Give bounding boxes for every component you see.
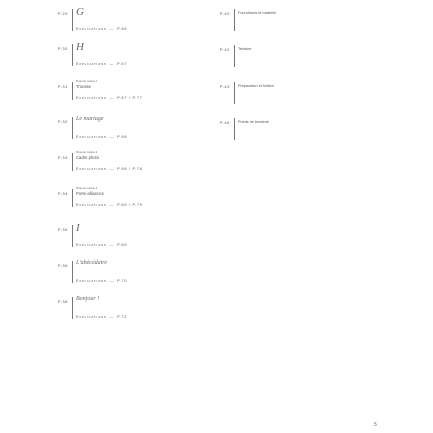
explanations-page: P.69 — [117, 243, 128, 247]
entry-page-number: P.33 — [57, 155, 68, 160]
explanations-label: Explications — [76, 203, 107, 207]
entry-title: Cadre photo — [76, 155, 100, 160]
explanations-dash: — — [109, 315, 115, 319]
entry-divider-bar — [72, 9, 73, 31]
entry-page-number: P.29 — [57, 11, 68, 16]
entry-title: G — [76, 6, 84, 18]
explanations-dash: — — [109, 96, 115, 100]
explanations-label: Explications — [76, 315, 107, 319]
entry-divider-bar — [72, 225, 73, 247]
entry-page-number: P.36 — [57, 263, 68, 268]
entry-page-number: P.38 — [57, 299, 68, 304]
explanations-page: P.68 — [117, 135, 128, 139]
entry-title: Points de broderie — [238, 120, 269, 124]
explanations-label: Explications — [76, 27, 107, 31]
entry-page-number: P.46 — [219, 120, 230, 125]
entry-explanations-ref — [76, 243, 127, 247]
entry-explanations-ref — [76, 62, 127, 66]
entry-page-number: P.34 — [57, 191, 68, 196]
entry-explanations-ref — [76, 315, 127, 319]
entry-divider-bar — [72, 297, 73, 319]
explanations-page: P.67 / P.77 — [117, 96, 143, 100]
entry-kicker: Projet de couture 1 — [76, 80, 98, 83]
explanations-dash: — — [109, 203, 115, 207]
explanations-label: Explications — [76, 243, 107, 247]
explanations-dash: — — [109, 167, 115, 171]
entry-title: Le mariage — [76, 116, 104, 122]
entry-divider-bar — [72, 189, 73, 207]
entry-kicker: Projet de couture 2 — [76, 151, 98, 154]
entry-divider-bar — [72, 117, 73, 139]
entry-explanations-ref — [76, 27, 127, 31]
entry-divider-bar — [72, 44, 73, 66]
explanations-page: P.70 — [117, 279, 128, 283]
entry-page-number: P.32 — [57, 119, 68, 124]
explanations-dash: — — [109, 62, 115, 66]
explanations-label: Explications — [76, 279, 107, 283]
explanations-label: Explications — [76, 96, 107, 100]
entry-title: Bonjour ! — [76, 296, 100, 302]
entry-title: Fournitures et matériel — [238, 11, 276, 15]
entry-explanations-ref — [76, 279, 127, 283]
entry-title: Porte-alliances — [76, 191, 104, 196]
entry-page-number: P.43 — [219, 84, 230, 89]
entry-title: Teinture — [238, 47, 252, 51]
entry-divider-bar — [234, 118, 235, 140]
explanations-page: P.67 — [117, 62, 128, 66]
entry-page-number: P.30 — [57, 46, 68, 51]
entry-divider-bar — [234, 45, 235, 67]
explanations-page: P.72 — [117, 315, 128, 319]
entry-explanations-ref — [76, 96, 143, 100]
entry-title: Trousse — [76, 84, 91, 89]
entry-divider-bar — [72, 261, 73, 283]
explanations-label: Explications — [76, 135, 107, 139]
entry-divider-bar — [234, 82, 235, 104]
entry-title: H — [76, 41, 84, 53]
explanations-dash: — — [109, 279, 115, 283]
entry-title: L'abécédaire — [76, 260, 108, 266]
entry-title: Préparation et finition — [238, 84, 274, 88]
explanations-page: P.66 — [117, 27, 128, 31]
entry-explanations-ref — [76, 167, 143, 171]
explanations-page: P.69 / P.79 — [117, 203, 143, 207]
entry-divider-bar — [72, 153, 73, 171]
page-folio: 5 — [374, 422, 377, 428]
entry-divider-bar — [234, 9, 235, 31]
entry-title: I — [76, 222, 80, 234]
entry-kicker: Projet de couture 3 — [76, 187, 98, 190]
explanations-label: Explications — [76, 167, 107, 171]
entry-explanations-ref — [76, 135, 127, 139]
explanations-dash: — — [109, 243, 115, 247]
explanations-label: Explications — [76, 62, 107, 66]
entry-page-number: P.31 — [57, 84, 68, 89]
entry-page-number: P.42 — [219, 47, 230, 52]
entry-page-number: P.35 — [57, 227, 68, 232]
entry-explanations-ref — [76, 203, 143, 207]
explanations-page: P.68 / P.78 — [117, 167, 143, 171]
entry-divider-bar — [72, 82, 73, 100]
explanations-dash: — — [109, 135, 115, 139]
explanations-dash: — — [109, 27, 115, 31]
entry-page-number: P.40 — [219, 11, 230, 16]
